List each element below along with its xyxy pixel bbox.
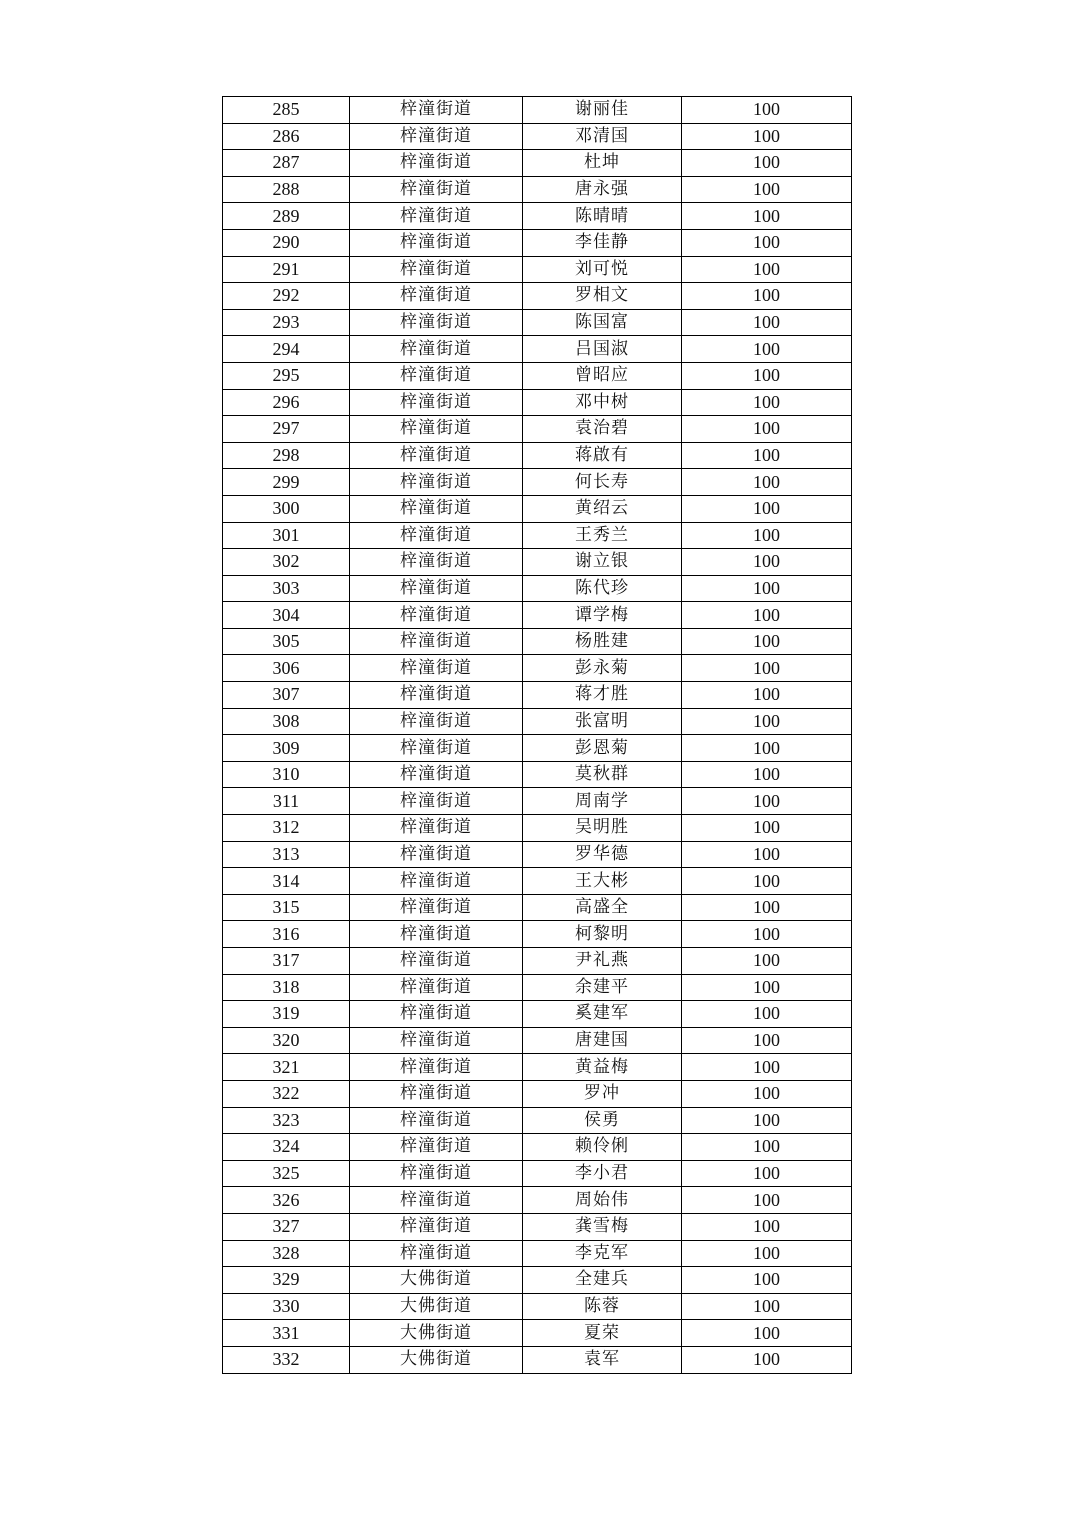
table-row xyxy=(223,495,852,522)
person-name-cell: 张富明 xyxy=(523,708,682,735)
person-name-cell: 谢丽佳 xyxy=(523,97,682,124)
amount-cell: 100 xyxy=(682,176,852,203)
amount-cell: 100 xyxy=(682,150,852,177)
row-number-cell: 325 xyxy=(223,1160,350,1187)
table-row xyxy=(223,1134,852,1161)
district-cell: 梓潼街道 xyxy=(350,948,523,975)
district-cell: 梓潼街道 xyxy=(350,1213,523,1240)
district-cell: 梓潼街道 xyxy=(350,788,523,815)
amount-cell: 100 xyxy=(682,469,852,496)
person-name-cell: 彭恩菊 xyxy=(523,735,682,762)
table-row xyxy=(223,761,852,788)
person-name-cell: 陈代珍 xyxy=(523,575,682,602)
table-row xyxy=(223,389,852,416)
district-cell: 梓潼街道 xyxy=(350,416,523,443)
amount-cell: 100 xyxy=(682,309,852,336)
table-row xyxy=(223,575,852,602)
row-number-cell: 293 xyxy=(223,309,350,336)
district-cell: 梓潼街道 xyxy=(350,708,523,735)
row-number-cell: 310 xyxy=(223,761,350,788)
amount-cell: 100 xyxy=(682,362,852,389)
table-row xyxy=(223,97,852,124)
row-number-cell: 287 xyxy=(223,150,350,177)
amount-cell: 100 xyxy=(682,1213,852,1240)
table-row xyxy=(223,1107,852,1134)
district-cell: 梓潼街道 xyxy=(350,97,523,124)
person-name-cell: 吕国淑 xyxy=(523,336,682,363)
roster-table-body xyxy=(223,97,852,1374)
row-number-cell: 328 xyxy=(223,1240,350,1267)
person-name-cell: 杨胜建 xyxy=(523,628,682,655)
person-name-cell: 陈国富 xyxy=(523,309,682,336)
row-number-cell: 319 xyxy=(223,1001,350,1028)
district-cell: 梓潼街道 xyxy=(350,1054,523,1081)
table-row xyxy=(223,362,852,389)
district-cell: 大佛街道 xyxy=(350,1320,523,1347)
table-row xyxy=(223,1293,852,1320)
table-row xyxy=(223,735,852,762)
district-cell: 梓潼街道 xyxy=(350,682,523,709)
table-row xyxy=(223,602,852,629)
table-row xyxy=(223,416,852,443)
row-number-cell: 297 xyxy=(223,416,350,443)
district-cell: 梓潼街道 xyxy=(350,150,523,177)
row-number-cell: 315 xyxy=(223,894,350,921)
person-name-cell: 蒋啟有 xyxy=(523,442,682,469)
person-name-cell: 周始伟 xyxy=(523,1187,682,1214)
row-number-cell: 311 xyxy=(223,788,350,815)
person-name-cell: 全建兵 xyxy=(523,1267,682,1294)
district-cell: 大佛街道 xyxy=(350,1293,523,1320)
amount-cell: 100 xyxy=(682,1134,852,1161)
amount-cell: 100 xyxy=(682,522,852,549)
person-name-cell: 谢立银 xyxy=(523,549,682,576)
row-number-cell: 331 xyxy=(223,1320,350,1347)
amount-cell: 100 xyxy=(682,283,852,310)
row-number-cell: 288 xyxy=(223,176,350,203)
district-cell: 梓潼街道 xyxy=(350,921,523,948)
roster-table xyxy=(222,96,852,1374)
row-number-cell: 332 xyxy=(223,1346,350,1373)
amount-cell: 100 xyxy=(682,575,852,602)
district-cell: 梓潼街道 xyxy=(350,549,523,576)
row-number-cell: 309 xyxy=(223,735,350,762)
person-name-cell: 陈晴晴 xyxy=(523,203,682,230)
amount-cell: 100 xyxy=(682,788,852,815)
person-name-cell: 莫秋群 xyxy=(523,761,682,788)
district-cell: 梓潼街道 xyxy=(350,655,523,682)
table-row xyxy=(223,1080,852,1107)
district-cell: 梓潼街道 xyxy=(350,389,523,416)
district-cell: 大佛街道 xyxy=(350,1346,523,1373)
person-name-cell: 何长寿 xyxy=(523,469,682,496)
district-cell: 梓潼街道 xyxy=(350,841,523,868)
district-cell: 梓潼街道 xyxy=(350,974,523,1001)
row-number-cell: 300 xyxy=(223,495,350,522)
person-name-cell: 邓清国 xyxy=(523,123,682,150)
table-row xyxy=(223,1240,852,1267)
amount-cell: 100 xyxy=(682,868,852,895)
person-name-cell: 周南学 xyxy=(523,788,682,815)
person-name-cell: 李克军 xyxy=(523,1240,682,1267)
person-name-cell: 侯勇 xyxy=(523,1107,682,1134)
person-name-cell: 罗华德 xyxy=(523,841,682,868)
amount-cell: 100 xyxy=(682,708,852,735)
person-name-cell: 尹礼燕 xyxy=(523,948,682,975)
amount-cell: 100 xyxy=(682,1001,852,1028)
table-row xyxy=(223,815,852,842)
person-name-cell: 彭永菊 xyxy=(523,655,682,682)
person-name-cell: 邓中树 xyxy=(523,389,682,416)
row-number-cell: 316 xyxy=(223,921,350,948)
district-cell: 梓潼街道 xyxy=(350,495,523,522)
table-row xyxy=(223,283,852,310)
district-cell: 梓潼街道 xyxy=(350,868,523,895)
table-row xyxy=(223,469,852,496)
row-number-cell: 303 xyxy=(223,575,350,602)
amount-cell: 100 xyxy=(682,1027,852,1054)
person-name-cell: 夏荣 xyxy=(523,1320,682,1347)
amount-cell: 100 xyxy=(682,948,852,975)
district-cell: 梓潼街道 xyxy=(350,1027,523,1054)
row-number-cell: 320 xyxy=(223,1027,350,1054)
person-name-cell: 刘可悦 xyxy=(523,256,682,283)
person-name-cell: 蒋才胜 xyxy=(523,682,682,709)
table-row xyxy=(223,708,852,735)
amount-cell: 100 xyxy=(682,628,852,655)
row-number-cell: 317 xyxy=(223,948,350,975)
district-cell: 梓潼街道 xyxy=(350,203,523,230)
amount-cell: 100 xyxy=(682,682,852,709)
person-name-cell: 高盛全 xyxy=(523,894,682,921)
district-cell: 梓潼街道 xyxy=(350,123,523,150)
table-row xyxy=(223,1160,852,1187)
person-name-cell: 唐建国 xyxy=(523,1027,682,1054)
person-name-cell: 罗相文 xyxy=(523,283,682,310)
amount-cell: 100 xyxy=(682,921,852,948)
table-row xyxy=(223,894,852,921)
table-row xyxy=(223,309,852,336)
table-row xyxy=(223,123,852,150)
district-cell: 大佛街道 xyxy=(350,1267,523,1294)
table-row xyxy=(223,1267,852,1294)
row-number-cell: 302 xyxy=(223,549,350,576)
amount-cell: 100 xyxy=(682,974,852,1001)
table-row xyxy=(223,1054,852,1081)
row-number-cell: 308 xyxy=(223,708,350,735)
amount-cell: 100 xyxy=(682,1054,852,1081)
table-row xyxy=(223,150,852,177)
table-row xyxy=(223,948,852,975)
table-row xyxy=(223,1027,852,1054)
row-number-cell: 324 xyxy=(223,1134,350,1161)
person-name-cell: 赖伶俐 xyxy=(523,1134,682,1161)
table-row xyxy=(223,921,852,948)
district-cell: 梓潼街道 xyxy=(350,1187,523,1214)
person-name-cell: 吴明胜 xyxy=(523,815,682,842)
district-cell: 梓潼街道 xyxy=(350,522,523,549)
amount-cell: 100 xyxy=(682,655,852,682)
row-number-cell: 312 xyxy=(223,815,350,842)
district-cell: 梓潼街道 xyxy=(350,1240,523,1267)
person-name-cell: 黄益梅 xyxy=(523,1054,682,1081)
amount-cell: 100 xyxy=(682,1293,852,1320)
table-row xyxy=(223,256,852,283)
table-row xyxy=(223,682,852,709)
row-number-cell: 318 xyxy=(223,974,350,1001)
person-name-cell: 李小君 xyxy=(523,1160,682,1187)
row-number-cell: 291 xyxy=(223,256,350,283)
table-row xyxy=(223,549,852,576)
person-name-cell: 王大彬 xyxy=(523,868,682,895)
amount-cell: 100 xyxy=(682,761,852,788)
table-row xyxy=(223,203,852,230)
row-number-cell: 292 xyxy=(223,283,350,310)
row-number-cell: 295 xyxy=(223,362,350,389)
row-number-cell: 327 xyxy=(223,1213,350,1240)
amount-cell: 100 xyxy=(682,203,852,230)
person-name-cell: 奚建军 xyxy=(523,1001,682,1028)
table-row xyxy=(223,788,852,815)
district-cell: 梓潼街道 xyxy=(350,1107,523,1134)
amount-cell: 100 xyxy=(682,602,852,629)
district-cell: 梓潼街道 xyxy=(350,469,523,496)
row-number-cell: 285 xyxy=(223,97,350,124)
district-cell: 梓潼街道 xyxy=(350,1134,523,1161)
table-row xyxy=(223,176,852,203)
amount-cell: 100 xyxy=(682,442,852,469)
amount-cell: 100 xyxy=(682,1187,852,1214)
row-number-cell: 294 xyxy=(223,336,350,363)
person-name-cell: 杜坤 xyxy=(523,150,682,177)
district-cell: 梓潼街道 xyxy=(350,442,523,469)
table-row xyxy=(223,442,852,469)
row-number-cell: 301 xyxy=(223,522,350,549)
table-row xyxy=(223,841,852,868)
district-cell: 梓潼街道 xyxy=(350,602,523,629)
amount-cell: 100 xyxy=(682,495,852,522)
district-cell: 梓潼街道 xyxy=(350,575,523,602)
person-name-cell: 袁军 xyxy=(523,1346,682,1373)
table-row xyxy=(223,655,852,682)
amount-cell: 100 xyxy=(682,1346,852,1373)
amount-cell: 100 xyxy=(682,1160,852,1187)
row-number-cell: 299 xyxy=(223,469,350,496)
table-row xyxy=(223,229,852,256)
row-number-cell: 322 xyxy=(223,1080,350,1107)
district-cell: 梓潼街道 xyxy=(350,1160,523,1187)
person-name-cell: 王秀兰 xyxy=(523,522,682,549)
row-number-cell: 304 xyxy=(223,602,350,629)
row-number-cell: 306 xyxy=(223,655,350,682)
district-cell: 梓潼街道 xyxy=(350,628,523,655)
amount-cell: 100 xyxy=(682,256,852,283)
row-number-cell: 323 xyxy=(223,1107,350,1134)
person-name-cell: 李佳静 xyxy=(523,229,682,256)
amount-cell: 100 xyxy=(682,735,852,762)
person-name-cell: 袁治碧 xyxy=(523,416,682,443)
table-row xyxy=(223,1001,852,1028)
person-name-cell: 黄绍云 xyxy=(523,495,682,522)
amount-cell: 100 xyxy=(682,229,852,256)
row-number-cell: 305 xyxy=(223,628,350,655)
person-name-cell: 陈蓉 xyxy=(523,1293,682,1320)
row-number-cell: 330 xyxy=(223,1293,350,1320)
amount-cell: 100 xyxy=(682,416,852,443)
table-row xyxy=(223,974,852,1001)
table-row xyxy=(223,336,852,363)
person-name-cell: 罗冲 xyxy=(523,1080,682,1107)
amount-cell: 100 xyxy=(682,97,852,124)
district-cell: 梓潼街道 xyxy=(350,309,523,336)
row-number-cell: 313 xyxy=(223,841,350,868)
district-cell: 梓潼街道 xyxy=(350,362,523,389)
amount-cell: 100 xyxy=(682,894,852,921)
row-number-cell: 298 xyxy=(223,442,350,469)
person-name-cell: 余建平 xyxy=(523,974,682,1001)
person-name-cell: 曾昭应 xyxy=(523,362,682,389)
district-cell: 梓潼街道 xyxy=(350,735,523,762)
amount-cell: 100 xyxy=(682,389,852,416)
amount-cell: 100 xyxy=(682,815,852,842)
district-cell: 梓潼街道 xyxy=(350,761,523,788)
amount-cell: 100 xyxy=(682,336,852,363)
table-row xyxy=(223,1187,852,1214)
amount-cell: 100 xyxy=(682,1267,852,1294)
district-cell: 梓潼街道 xyxy=(350,336,523,363)
table-row xyxy=(223,868,852,895)
table-row xyxy=(223,1213,852,1240)
row-number-cell: 289 xyxy=(223,203,350,230)
amount-cell: 100 xyxy=(682,1240,852,1267)
district-cell: 梓潼街道 xyxy=(350,229,523,256)
district-cell: 梓潼街道 xyxy=(350,283,523,310)
person-name-cell: 唐永强 xyxy=(523,176,682,203)
amount-cell: 100 xyxy=(682,123,852,150)
row-number-cell: 321 xyxy=(223,1054,350,1081)
table-row xyxy=(223,1320,852,1347)
row-number-cell: 290 xyxy=(223,229,350,256)
table-row xyxy=(223,628,852,655)
district-cell: 梓潼街道 xyxy=(350,1080,523,1107)
person-name-cell: 龚雪梅 xyxy=(523,1213,682,1240)
row-number-cell: 286 xyxy=(223,123,350,150)
district-cell: 梓潼街道 xyxy=(350,256,523,283)
amount-cell: 100 xyxy=(682,1107,852,1134)
row-number-cell: 329 xyxy=(223,1267,350,1294)
person-name-cell: 谭学梅 xyxy=(523,602,682,629)
district-cell: 梓潼街道 xyxy=(350,815,523,842)
district-cell: 梓潼街道 xyxy=(350,1001,523,1028)
district-cell: 梓潼街道 xyxy=(350,894,523,921)
district-cell: 梓潼街道 xyxy=(350,176,523,203)
row-number-cell: 314 xyxy=(223,868,350,895)
amount-cell: 100 xyxy=(682,1320,852,1347)
amount-cell: 100 xyxy=(682,549,852,576)
amount-cell: 100 xyxy=(682,841,852,868)
row-number-cell: 296 xyxy=(223,389,350,416)
row-number-cell: 307 xyxy=(223,682,350,709)
person-name-cell: 柯黎明 xyxy=(523,921,682,948)
table-row xyxy=(223,522,852,549)
amount-cell: 100 xyxy=(682,1080,852,1107)
table-row xyxy=(223,1346,852,1373)
row-number-cell: 326 xyxy=(223,1187,350,1214)
